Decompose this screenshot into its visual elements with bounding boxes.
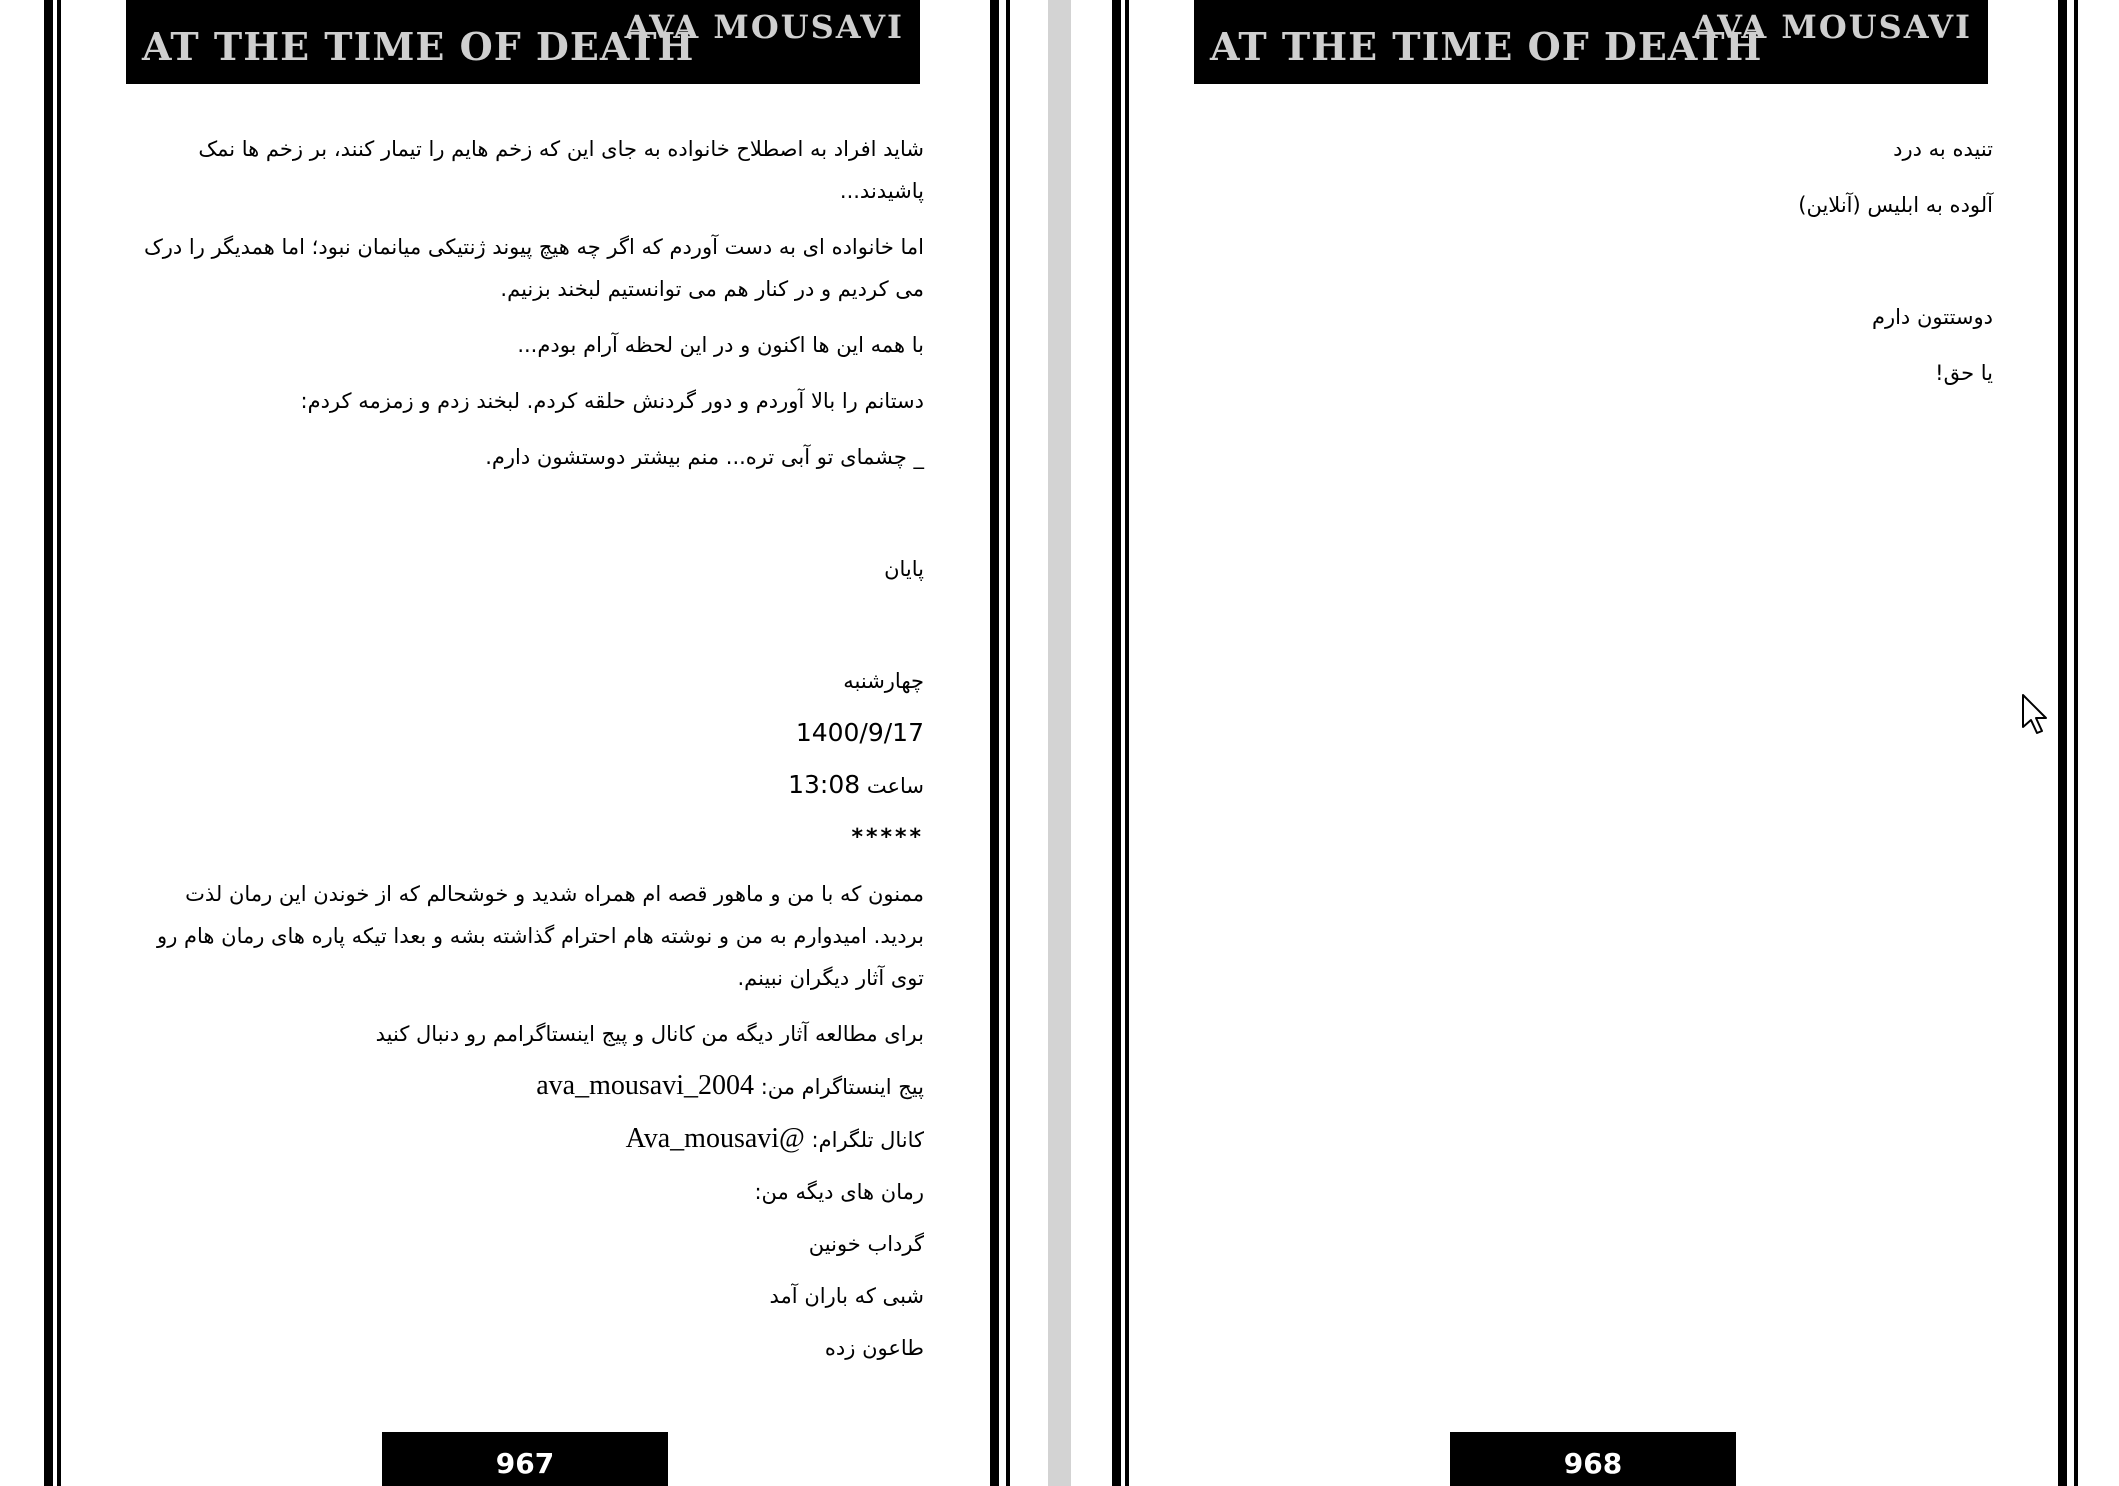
paragraph: برای مطالعه آثار دیگه من کانال و پیج اینستاگرامم رو دنبال کنید bbox=[375, 1022, 924, 1046]
paragraph: اما خانواده ای به دست آوردم که اگر چه هیچ پیوند ژنتیکی میانمان نبود؛ اما همدیگر را درک می کردیم و در کنار هم می توانستیم لبخند بزنیم. bbox=[143, 235, 924, 301]
paragraph: دستانم را بالا آوردم و دور گردنش حلقه کردم. لبخند زدم و زمزمه کردم: bbox=[300, 389, 924, 413]
page-content bbox=[130, 128, 924, 1379]
telegram-line bbox=[130, 1118, 924, 1161]
telegram-label: کانال تلگرام: bbox=[811, 1128, 924, 1152]
day-of-week: چهارشنبه bbox=[843, 669, 924, 693]
time-label: ساعت bbox=[866, 774, 924, 798]
novel-title: تنیده به درد bbox=[1893, 137, 1993, 161]
paragraph: _ چشمای تو آبی تره... منم بیشتر دوستشون دارم. bbox=[485, 445, 924, 469]
book-title: AT THE TIME OF DEATH bbox=[142, 24, 695, 69]
instagram-handle: ava_mousavi_2004 bbox=[536, 1070, 754, 1101]
author-name: AVA MOUSAVI bbox=[624, 8, 904, 46]
book-title: AT THE TIME OF DEATH bbox=[1210, 24, 1763, 69]
paragraph: ممنون که با من و ماهور قصه ام همراه شدید و خوشحالم که از خوندن این رمان لذت بردید. امیدوارم به من و نوشته هام احترام گذاشته بشه و بعدا تیکه پاره های رمان هام رو توی آثار دیگران نبینم. bbox=[157, 882, 924, 990]
page-border-rule bbox=[1125, 0, 1129, 1486]
finish-date: 1400/9/17 bbox=[795, 718, 924, 747]
novel-title: آلوده به ابلیس (آنلاین) bbox=[1798, 193, 1993, 217]
page-border-rule bbox=[990, 0, 999, 1486]
page-border-rule bbox=[2074, 0, 2078, 1486]
page-border-rule bbox=[1112, 0, 1121, 1486]
blank-line bbox=[130, 492, 924, 548]
mouse-pointer-icon bbox=[2021, 693, 2049, 735]
other-novels-label: رمان های دیگه من: bbox=[754, 1180, 924, 1204]
separator-stars: ***** bbox=[851, 825, 924, 850]
paragraph: دوستتون دارم bbox=[1871, 305, 1993, 329]
page-content bbox=[1201, 128, 1993, 408]
right-page bbox=[1071, 0, 2119, 1486]
paragraph: با همه این ها اکنون و در این لحظه آرام بودم... bbox=[517, 333, 924, 357]
paragraph: شاید افراد به اصطلاح خانواده به جای این که زخم هایم را تیمار کنند، بر زخم ها نمک پاشیدند... bbox=[198, 137, 924, 203]
novel-title: شبی که باران آمد bbox=[769, 1284, 924, 1308]
page-number: 967 bbox=[382, 1432, 668, 1486]
page-number: 968 bbox=[1450, 1432, 1736, 1486]
blank-line bbox=[130, 604, 924, 660]
page-header bbox=[126, 0, 920, 84]
novel-title: طاعون زده bbox=[824, 1336, 924, 1360]
end-marker: پایان bbox=[884, 557, 924, 581]
page-border-rule bbox=[57, 0, 61, 1486]
author-name: AVA MOUSAVI bbox=[1692, 8, 1972, 46]
page-header bbox=[1194, 0, 1988, 84]
instagram-label: پیج اینستاگرام من: bbox=[760, 1075, 924, 1099]
left-page bbox=[0, 0, 1048, 1486]
page-border-rule bbox=[44, 0, 53, 1486]
blank-line bbox=[1201, 240, 1993, 296]
page-border-rule bbox=[2058, 0, 2067, 1486]
novel-title: گرداب خونین bbox=[808, 1232, 924, 1256]
instagram-line bbox=[130, 1065, 924, 1108]
paragraph: یا حق! bbox=[1935, 361, 1993, 385]
page-border-rule bbox=[1006, 0, 1010, 1486]
time-value: 13:08 bbox=[788, 770, 861, 799]
telegram-handle: @Ava_mousavi bbox=[625, 1123, 805, 1154]
finish-time bbox=[130, 764, 924, 807]
